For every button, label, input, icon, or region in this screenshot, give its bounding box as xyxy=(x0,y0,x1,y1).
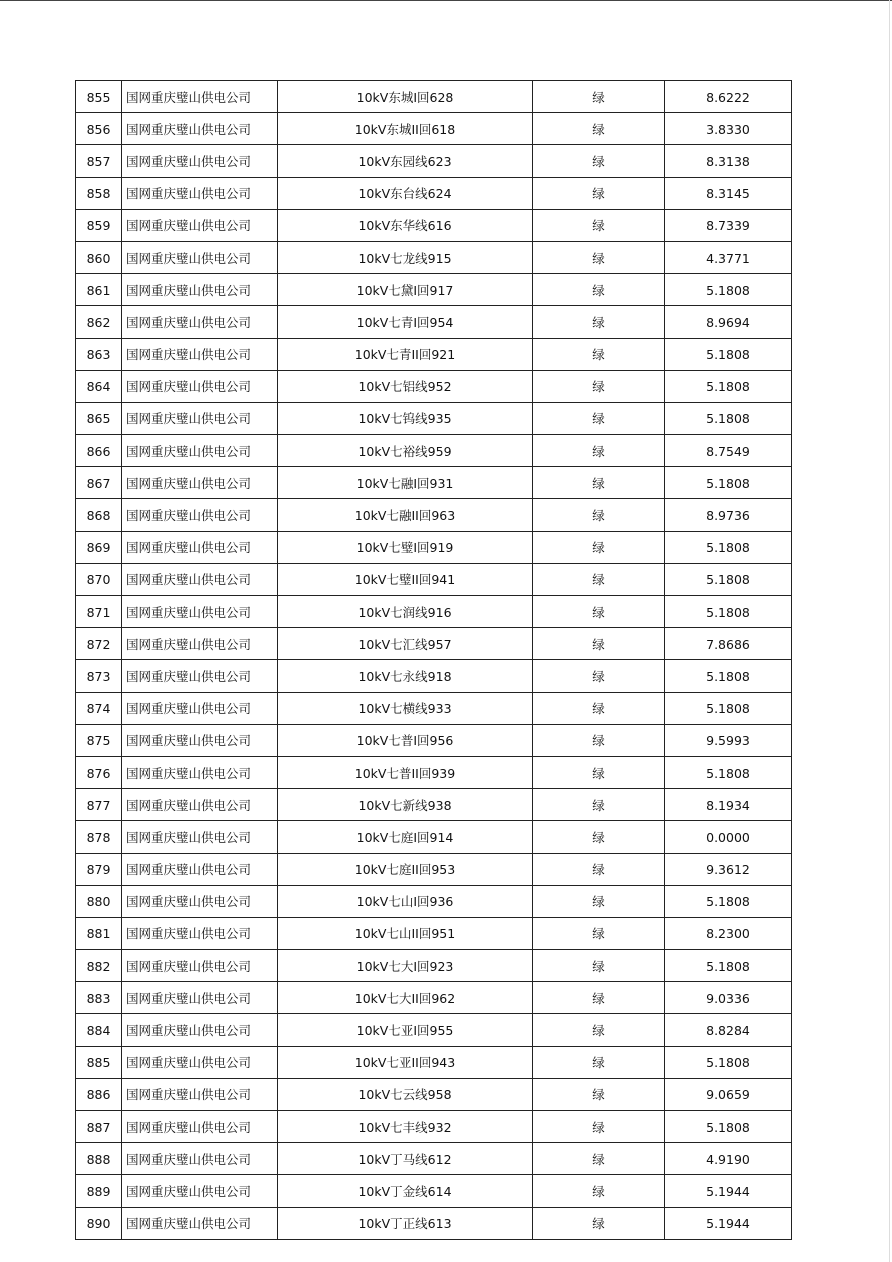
status-cell: 绿 xyxy=(533,950,665,982)
status-cell: 绿 xyxy=(533,628,665,660)
table-row xyxy=(76,435,792,467)
line-name-cell: 10kV七庭I回914 xyxy=(278,821,533,853)
value-cell: 8.8284 xyxy=(665,1014,792,1046)
line-name-cell: 10kV七丰线932 xyxy=(278,1111,533,1143)
row-number-cell: 856 xyxy=(76,113,122,145)
row-number-cell: 873 xyxy=(76,660,122,692)
row-number-cell: 863 xyxy=(76,338,122,370)
status-cell: 绿 xyxy=(533,1207,665,1239)
value-cell: 5.1808 xyxy=(665,692,792,724)
status-cell: 绿 xyxy=(533,660,665,692)
status-cell: 绿 xyxy=(533,563,665,595)
company-cell: 国网重庆璧山供电公司 xyxy=(122,1207,278,1239)
table-row xyxy=(76,789,792,821)
table-row xyxy=(76,1111,792,1143)
table-row xyxy=(76,113,792,145)
status-cell: 绿 xyxy=(533,1046,665,1078)
value-cell: 5.1808 xyxy=(665,950,792,982)
company-cell: 国网重庆璧山供电公司 xyxy=(122,306,278,338)
row-number-cell: 862 xyxy=(76,306,122,338)
row-number-cell: 889 xyxy=(76,1175,122,1207)
line-name-cell: 10kV七璧I回919 xyxy=(278,531,533,563)
value-cell: 4.3771 xyxy=(665,241,792,273)
table-row xyxy=(76,209,792,241)
value-cell: 9.0336 xyxy=(665,982,792,1014)
company-cell: 国网重庆璧山供电公司 xyxy=(122,209,278,241)
table-row xyxy=(76,499,792,531)
row-number-cell: 871 xyxy=(76,596,122,628)
row-number-cell: 866 xyxy=(76,435,122,467)
company-cell: 国网重庆璧山供电公司 xyxy=(122,1111,278,1143)
status-cell: 绿 xyxy=(533,885,665,917)
company-cell: 国网重庆璧山供电公司 xyxy=(122,563,278,595)
value-cell: 5.1808 xyxy=(665,338,792,370)
company-cell: 国网重庆璧山供电公司 xyxy=(122,531,278,563)
line-name-cell: 10kV东台线624 xyxy=(278,177,533,209)
row-number-cell: 879 xyxy=(76,853,122,885)
value-cell: 9.0659 xyxy=(665,1078,792,1110)
row-number-cell: 861 xyxy=(76,274,122,306)
row-number-cell: 875 xyxy=(76,724,122,756)
company-cell: 国网重庆璧山供电公司 xyxy=(122,1014,278,1046)
value-cell: 4.9190 xyxy=(665,1143,792,1175)
company-cell: 国网重庆璧山供电公司 xyxy=(122,370,278,402)
row-number-cell: 888 xyxy=(76,1143,122,1175)
table-row xyxy=(76,1046,792,1078)
table-row xyxy=(76,596,792,628)
company-cell: 国网重庆璧山供电公司 xyxy=(122,724,278,756)
row-number-cell: 882 xyxy=(76,950,122,982)
company-cell: 国网重庆璧山供电公司 xyxy=(122,821,278,853)
row-number-cell: 876 xyxy=(76,756,122,788)
status-cell: 绿 xyxy=(533,1175,665,1207)
row-number-cell: 890 xyxy=(76,1207,122,1239)
table-row xyxy=(76,692,792,724)
value-cell: 5.1808 xyxy=(665,885,792,917)
line-name-cell: 10kV东园线623 xyxy=(278,145,533,177)
table-row xyxy=(76,1014,792,1046)
status-cell: 绿 xyxy=(533,917,665,949)
company-cell: 国网重庆璧山供电公司 xyxy=(122,274,278,306)
company-cell: 国网重庆璧山供电公司 xyxy=(122,177,278,209)
value-cell: 3.8330 xyxy=(665,113,792,145)
line-name-cell: 10kV七青I回954 xyxy=(278,306,533,338)
page-right-edge xyxy=(889,0,890,1262)
table-row xyxy=(76,81,792,113)
row-number-cell: 867 xyxy=(76,467,122,499)
company-cell: 国网重庆璧山供电公司 xyxy=(122,435,278,467)
value-cell: 5.1808 xyxy=(665,756,792,788)
line-name-cell: 10kV七大I回923 xyxy=(278,950,533,982)
table-row xyxy=(76,660,792,692)
value-cell: 5.1808 xyxy=(665,402,792,434)
table-row xyxy=(76,628,792,660)
value-cell: 5.1808 xyxy=(665,563,792,595)
row-number-cell: 883 xyxy=(76,982,122,1014)
value-cell: 5.1808 xyxy=(665,596,792,628)
status-cell: 绿 xyxy=(533,531,665,563)
line-name-cell: 10kV丁正线613 xyxy=(278,1207,533,1239)
value-cell: 8.1934 xyxy=(665,789,792,821)
company-cell: 国网重庆璧山供电公司 xyxy=(122,467,278,499)
row-number-cell: 872 xyxy=(76,628,122,660)
value-cell: 7.8686 xyxy=(665,628,792,660)
row-number-cell: 864 xyxy=(76,370,122,402)
line-name-cell: 10kV七亚II回943 xyxy=(278,1046,533,1078)
table-row xyxy=(76,531,792,563)
table-row xyxy=(76,563,792,595)
company-cell: 国网重庆璧山供电公司 xyxy=(122,853,278,885)
company-cell: 国网重庆璧山供电公司 xyxy=(122,1175,278,1207)
status-cell: 绿 xyxy=(533,177,665,209)
line-name-cell: 10kV七普II回939 xyxy=(278,756,533,788)
line-name-cell: 10kV七青II回921 xyxy=(278,338,533,370)
table-row xyxy=(76,917,792,949)
company-cell: 国网重庆璧山供电公司 xyxy=(122,950,278,982)
row-number-cell: 868 xyxy=(76,499,122,531)
row-number-cell: 874 xyxy=(76,692,122,724)
table-row xyxy=(76,756,792,788)
line-name-cell: 10kV东华线616 xyxy=(278,209,533,241)
value-cell: 5.1944 xyxy=(665,1175,792,1207)
table-row xyxy=(76,1078,792,1110)
table-row xyxy=(76,853,792,885)
company-cell: 国网重庆璧山供电公司 xyxy=(122,756,278,788)
company-cell: 国网重庆璧山供电公司 xyxy=(122,885,278,917)
line-name-cell: 10kV七新线938 xyxy=(278,789,533,821)
value-cell: 8.3145 xyxy=(665,177,792,209)
company-cell: 国网重庆璧山供电公司 xyxy=(122,596,278,628)
line-name-cell: 10kV七云线958 xyxy=(278,1078,533,1110)
value-cell: 5.1808 xyxy=(665,370,792,402)
value-cell: 8.7549 xyxy=(665,435,792,467)
line-name-cell: 10kV七普I回956 xyxy=(278,724,533,756)
table-body xyxy=(76,81,792,1240)
line-name-cell: 10kV丁马线612 xyxy=(278,1143,533,1175)
value-cell: 8.6222 xyxy=(665,81,792,113)
table-row xyxy=(76,370,792,402)
company-cell: 国网重庆璧山供电公司 xyxy=(122,113,278,145)
value-cell: 5.1808 xyxy=(665,660,792,692)
status-cell: 绿 xyxy=(533,435,665,467)
row-number-cell: 881 xyxy=(76,917,122,949)
table-row xyxy=(76,1207,792,1239)
line-name-cell: 10kV七山II回951 xyxy=(278,917,533,949)
status-cell: 绿 xyxy=(533,1014,665,1046)
table-row xyxy=(76,306,792,338)
status-cell: 绿 xyxy=(533,338,665,370)
row-number-cell: 870 xyxy=(76,563,122,595)
value-cell: 8.3138 xyxy=(665,145,792,177)
status-cell: 绿 xyxy=(533,306,665,338)
company-cell: 国网重庆璧山供电公司 xyxy=(122,81,278,113)
status-cell: 绿 xyxy=(533,821,665,853)
line-name-cell: 10kV七横线933 xyxy=(278,692,533,724)
row-number-cell: 860 xyxy=(76,241,122,273)
table-row xyxy=(76,241,792,273)
value-cell: 9.5993 xyxy=(665,724,792,756)
company-cell: 国网重庆璧山供电公司 xyxy=(122,1078,278,1110)
status-cell: 绿 xyxy=(533,692,665,724)
company-cell: 国网重庆璧山供电公司 xyxy=(122,660,278,692)
line-name-cell: 10kV七大II回962 xyxy=(278,982,533,1014)
row-number-cell: 885 xyxy=(76,1046,122,1078)
line-name-cell: 10kV七汇线957 xyxy=(278,628,533,660)
status-cell: 绿 xyxy=(533,1111,665,1143)
value-cell: 8.2300 xyxy=(665,917,792,949)
company-cell: 国网重庆璧山供电公司 xyxy=(122,628,278,660)
company-cell: 国网重庆璧山供电公司 xyxy=(122,917,278,949)
table-row xyxy=(76,338,792,370)
status-cell: 绿 xyxy=(533,402,665,434)
status-cell: 绿 xyxy=(533,499,665,531)
status-cell: 绿 xyxy=(533,1143,665,1175)
value-cell: 5.1944 xyxy=(665,1207,792,1239)
row-number-cell: 869 xyxy=(76,531,122,563)
row-number-cell: 855 xyxy=(76,81,122,113)
line-name-cell: 10kV七永线918 xyxy=(278,660,533,692)
table-row xyxy=(76,402,792,434)
row-number-cell: 886 xyxy=(76,1078,122,1110)
company-cell: 国网重庆璧山供电公司 xyxy=(122,402,278,434)
table-row xyxy=(76,982,792,1014)
company-cell: 国网重庆璧山供电公司 xyxy=(122,338,278,370)
table-row xyxy=(76,821,792,853)
status-cell: 绿 xyxy=(533,241,665,273)
table-row xyxy=(76,467,792,499)
company-cell: 国网重庆璧山供电公司 xyxy=(122,145,278,177)
status-cell: 绿 xyxy=(533,370,665,402)
line-name-cell: 10kV七山I回936 xyxy=(278,885,533,917)
status-cell: 绿 xyxy=(533,113,665,145)
value-cell: 5.1808 xyxy=(665,1111,792,1143)
line-name-cell: 10kV七璧II回941 xyxy=(278,563,533,595)
status-cell: 绿 xyxy=(533,789,665,821)
line-name-cell: 10kV东城II回618 xyxy=(278,113,533,145)
status-cell: 绿 xyxy=(533,853,665,885)
row-number-cell: 880 xyxy=(76,885,122,917)
line-name-cell: 10kV七融II回963 xyxy=(278,499,533,531)
status-cell: 绿 xyxy=(533,81,665,113)
row-number-cell: 884 xyxy=(76,1014,122,1046)
row-number-cell: 857 xyxy=(76,145,122,177)
line-name-cell: 10kV七铝线952 xyxy=(278,370,533,402)
status-cell: 绿 xyxy=(533,274,665,306)
status-cell: 绿 xyxy=(533,145,665,177)
table-row xyxy=(76,274,792,306)
status-cell: 绿 xyxy=(533,724,665,756)
status-cell: 绿 xyxy=(533,467,665,499)
company-cell: 国网重庆璧山供电公司 xyxy=(122,499,278,531)
table-row xyxy=(76,177,792,209)
status-cell: 绿 xyxy=(533,756,665,788)
value-cell: 5.1808 xyxy=(665,1046,792,1078)
value-cell: 8.7339 xyxy=(665,209,792,241)
row-number-cell: 887 xyxy=(76,1111,122,1143)
table-row xyxy=(76,1143,792,1175)
value-cell: 8.9694 xyxy=(665,306,792,338)
line-name-cell: 10kV七庭II回953 xyxy=(278,853,533,885)
line-name-cell: 10kV七黛I回917 xyxy=(278,274,533,306)
status-cell: 绿 xyxy=(533,982,665,1014)
row-number-cell: 858 xyxy=(76,177,122,209)
table-row xyxy=(76,1175,792,1207)
row-number-cell: 877 xyxy=(76,789,122,821)
line-name-cell: 10kV七润线916 xyxy=(278,596,533,628)
company-cell: 国网重庆璧山供电公司 xyxy=(122,692,278,724)
table-row xyxy=(76,885,792,917)
status-cell: 绿 xyxy=(533,1078,665,1110)
company-cell: 国网重庆璧山供电公司 xyxy=(122,1143,278,1175)
line-name-cell: 10kV七钨线935 xyxy=(278,402,533,434)
table-row xyxy=(76,145,792,177)
table-row xyxy=(76,950,792,982)
value-cell: 5.1808 xyxy=(665,274,792,306)
page-top-rule xyxy=(0,0,892,1)
row-number-cell: 859 xyxy=(76,209,122,241)
line-name-cell: 10kV丁金线614 xyxy=(278,1175,533,1207)
value-cell: 5.1808 xyxy=(665,531,792,563)
status-cell: 绿 xyxy=(533,596,665,628)
company-cell: 国网重庆璧山供电公司 xyxy=(122,1046,278,1078)
row-number-cell: 878 xyxy=(76,821,122,853)
table-row xyxy=(76,724,792,756)
line-name-cell: 10kV东城I回628 xyxy=(278,81,533,113)
line-name-cell: 10kV七融I回931 xyxy=(278,467,533,499)
value-cell: 9.3612 xyxy=(665,853,792,885)
line-name-cell: 10kV七亚I回955 xyxy=(278,1014,533,1046)
company-cell: 国网重庆璧山供电公司 xyxy=(122,789,278,821)
status-cell: 绿 xyxy=(533,209,665,241)
line-name-cell: 10kV七裕线959 xyxy=(278,435,533,467)
feeder-table xyxy=(75,80,792,1240)
value-cell: 8.9736 xyxy=(665,499,792,531)
company-cell: 国网重庆璧山供电公司 xyxy=(122,241,278,273)
row-number-cell: 865 xyxy=(76,402,122,434)
line-name-cell: 10kV七龙线915 xyxy=(278,241,533,273)
company-cell: 国网重庆璧山供电公司 xyxy=(122,982,278,1014)
value-cell: 5.1808 xyxy=(665,467,792,499)
value-cell: 0.0000 xyxy=(665,821,792,853)
